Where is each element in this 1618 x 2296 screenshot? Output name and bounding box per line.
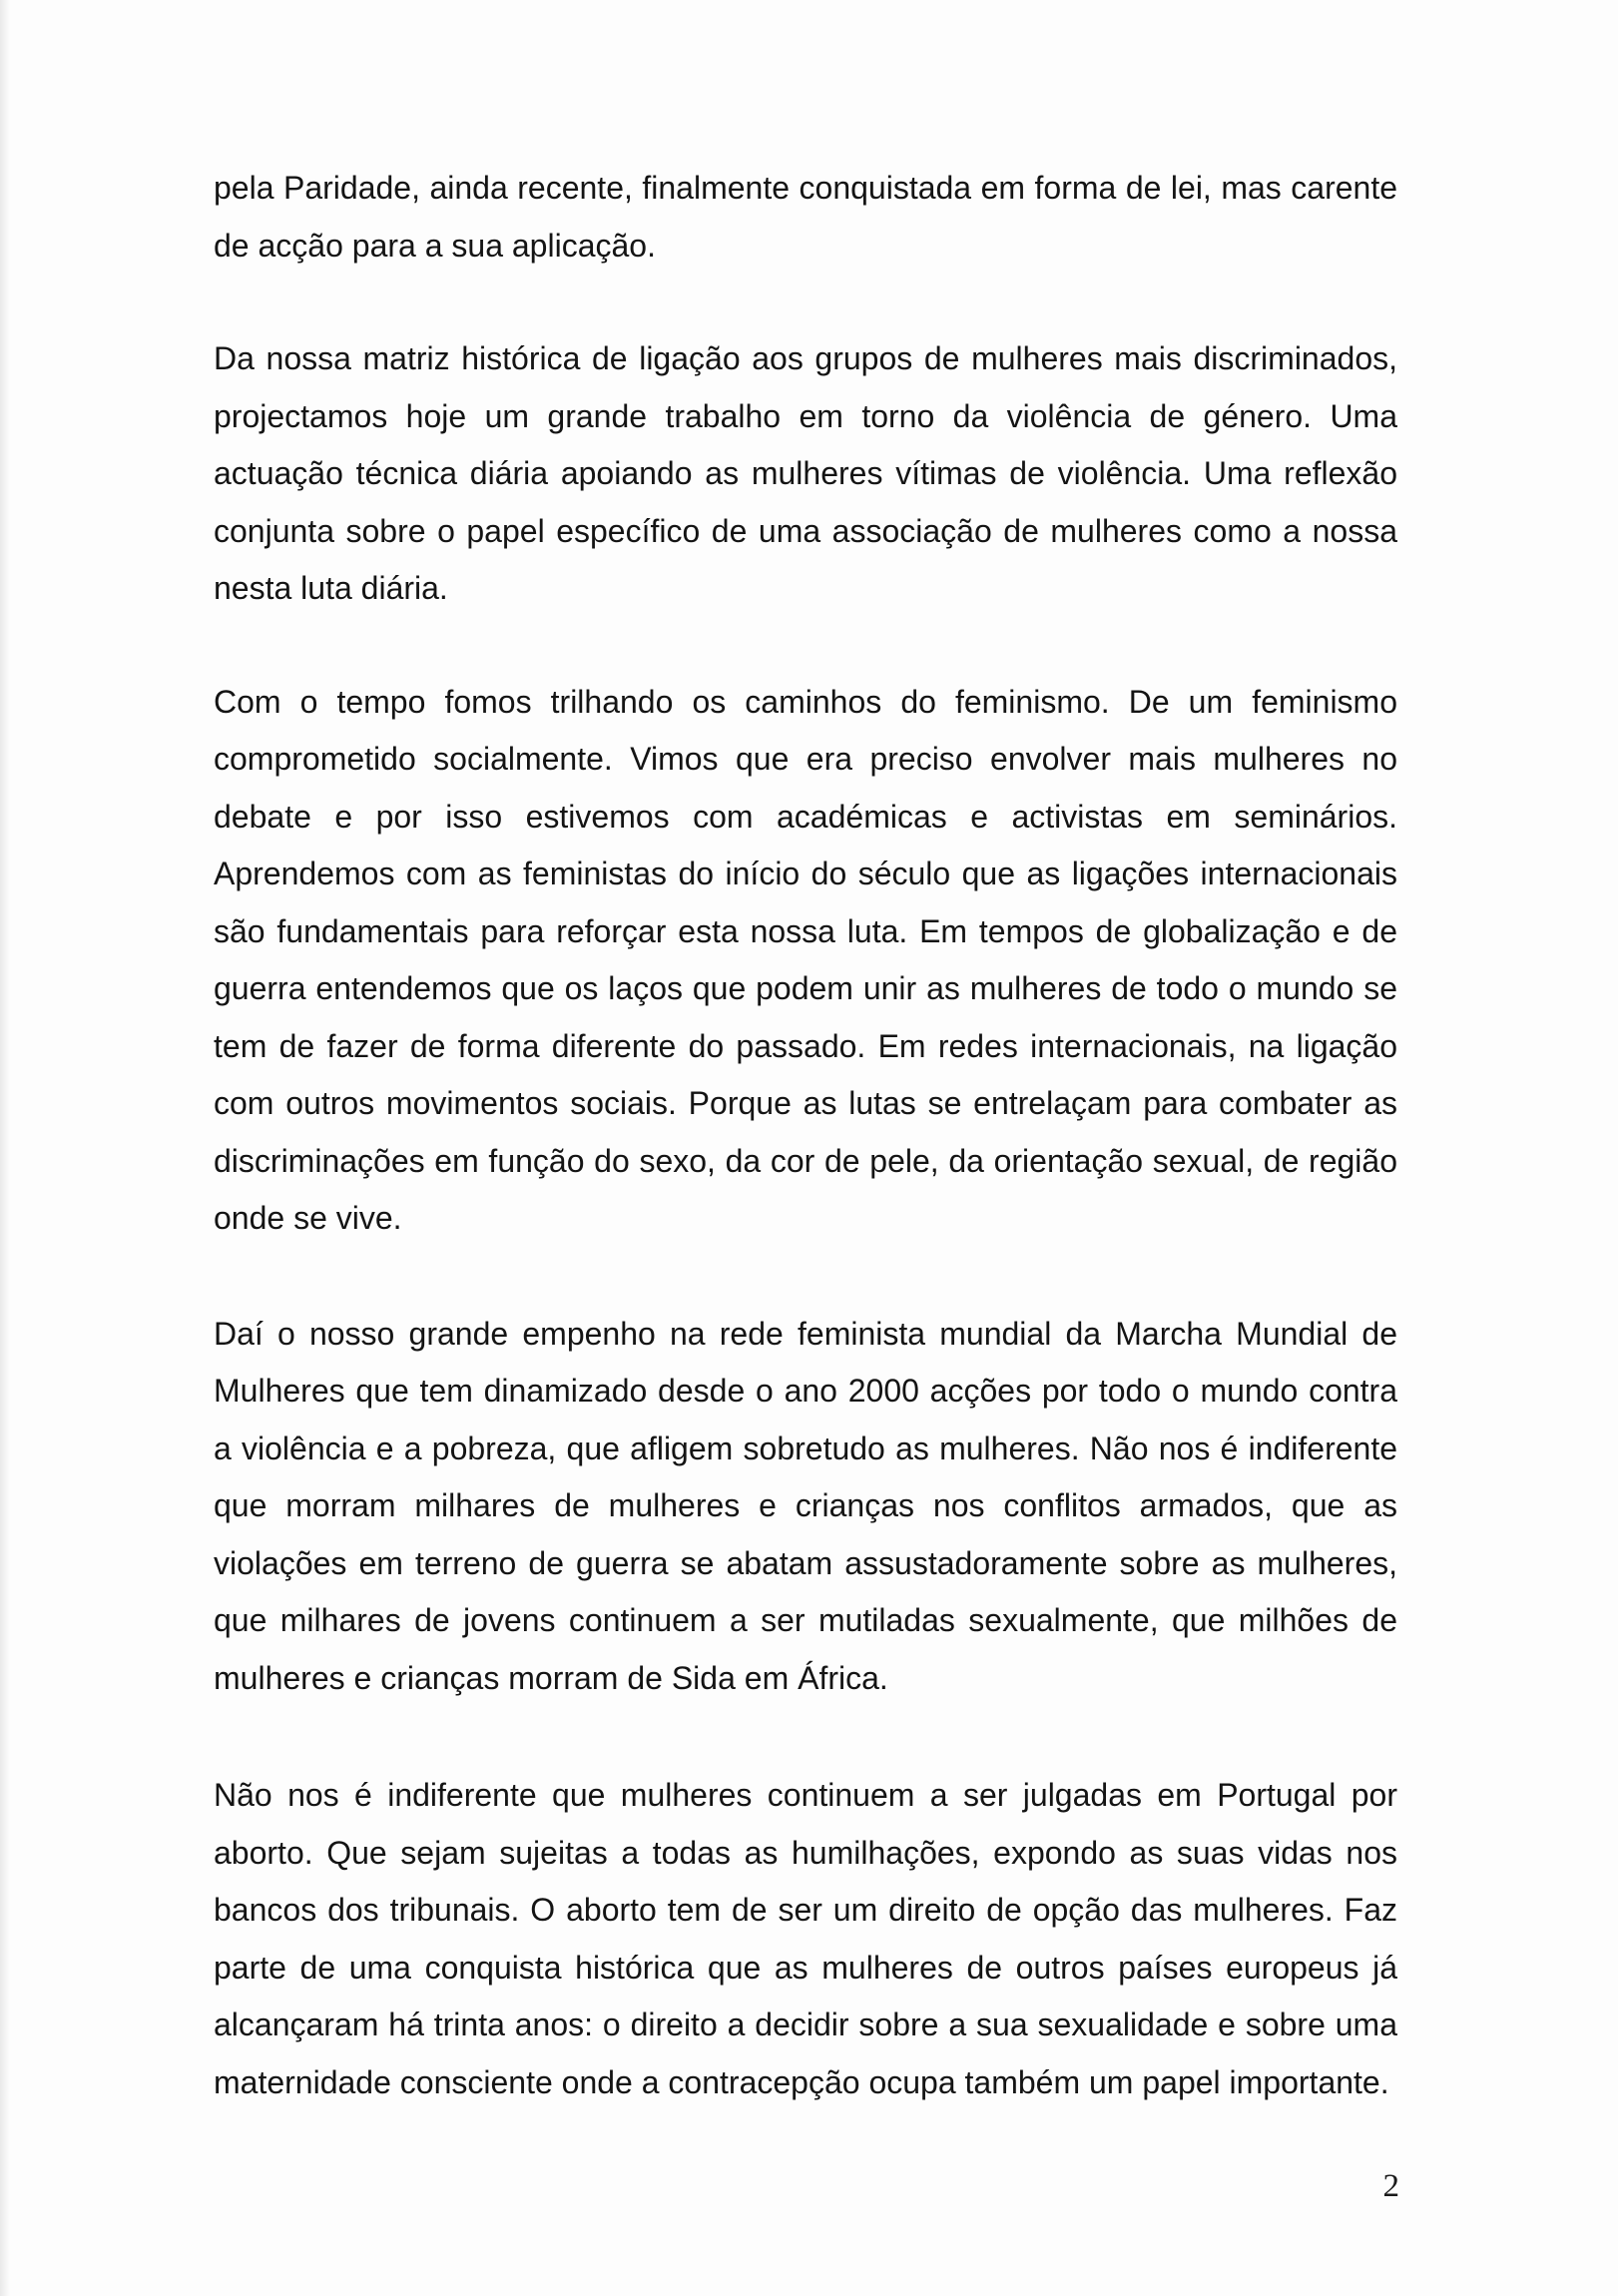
scan-edge-shadow: [0, 0, 10, 2296]
paragraph-3: Com o tempo fomos trilhando os caminhos do feminismo. De um feminismo comprometido socialmente. Vimos que era preciso envolver mais mulheres no debate e por isso estivemos com académicas e activistas em seminários. Aprendemos com as feministas do início do século que as ligações internacionais são fundamentais para reforçar esta nossa luta. Em tempos de globalização e de guerra entendemos que os laços que podem unir as mulheres de todo o mundo se tem de fazer de forma diferente do passado. Em redes internacionais, na ligação com outros movimentos sociais. Porque as lutas se entrelaçam para combater as discriminações em função do sexo, da cor de pele, da orientação sexual, de região onde se vive.: [214, 683, 1397, 1236]
paragraph-5: Não nos é indiferente que mulheres continuem a ser julgadas em Portugal por aborto. Que sejam sujeitas a todas as humilhações, expondo as suas vidas nos bancos dos tribunais. O aborto tem de ser um direito de opção das mulheres. Faz parte de uma conquista histórica que as mulheres de outros países europeus já alcançaram há trinta anos: o direito a decidir sobre a sua sexualidade e sobre uma maternidade consciente onde a contracepção ocupa também um papel importante.: [214, 1777, 1397, 2100]
paragraph-1: pela Paridade, ainda recente, finalmente conquistada em forma de lei, mas carente de acção para a sua aplicação.: [214, 170, 1397, 264]
paragraph-2: Da nossa matriz histórica de ligação aos grupos de mulheres mais discriminados, projectamos hoje um grande trabalho em torno da violência de género. Uma actuação técnica diária apoiando as mulheres vítimas de violência. Uma reflexão conjunta sobre o papel específico de uma associação de mulheres como a nossa nesta luta diária.: [214, 340, 1397, 606]
page-number: 2: [1382, 2168, 1399, 2204]
body-text: [214, 160, 1397, 2111]
paragraph-4: Daí o nosso grande empenho na rede feminista mundial da Marcha Mundial de Mulheres que tem dinamizado desde o ano 2000 acções por todo o mundo contra a violência e a pobreza, que afligem sobretudo as mulheres. Não nos é indiferente que morram milhares de mulheres e crianças nos conflitos armados, que as violações em terreno de guerra se abatam assustadoramente sobre as mulheres, que milhares de jovens continuem a ser mutiladas sexualmente, que milhões de mulheres e crianças morram de Sida em África.: [214, 1315, 1397, 1696]
